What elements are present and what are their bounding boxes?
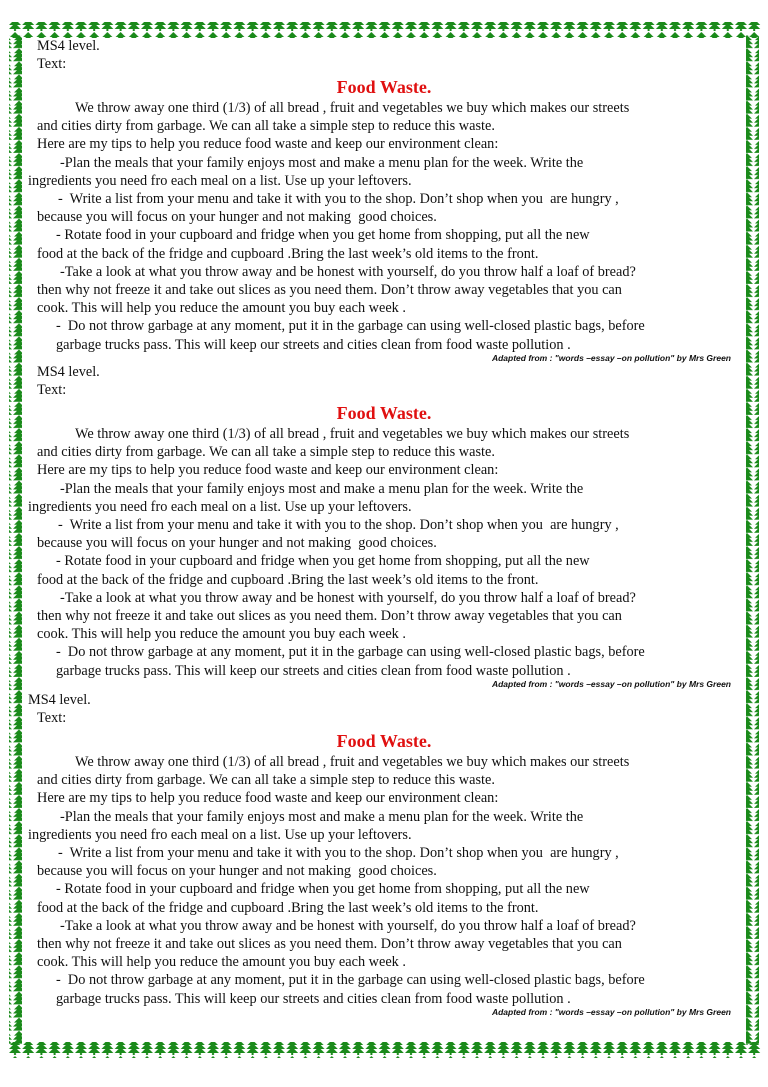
paragraph-line: - Do not throw garbage at any moment, put it in the garbage can using well-closed plastic bags, before	[56, 972, 645, 989]
paragraph-line: - Write a list from your menu and take it with you to the shop. Don’t shop when you are hungry ,	[58, 517, 619, 533]
paragraph-line: cook. This will help you reduce the amount you buy each week .	[37, 954, 406, 971]
paragraph-line: food at the back of the fridge and cupboard .Bring the last week’s old items to the front.	[37, 245, 539, 262]
paragraph-line: and cities dirty from garbage. We can all take a simple step to reduce this waste.	[37, 772, 495, 789]
paragraph-line: garbage trucks pass. This will keep our streets and cities clean from food waste pollution .	[56, 336, 571, 353]
left-border	[9, 35, 22, 1045]
paragraph-line: - Do not throw garbage at any moment, put it in the garbage can using well-closed plastic bags, before	[56, 644, 645, 661]
paragraph-line: garbage trucks pass. This will keep our streets and cities clean from food waste pollution .	[56, 990, 571, 1007]
paragraph-line: We throw away one third (1/3) of all bread , fruit and vegetables we buy which makes our streets	[75, 754, 630, 770]
paragraph-line: -Plan the meals that your family enjoys most and make a menu plan for the week. Write the	[60, 808, 584, 825]
paragraph-line: ingredients you need fro each meal on a list. Use up your leftovers.	[28, 826, 412, 843]
paragraph-line: - Write a list from your menu and take it with you to the shop. Don’t shop when you are hungry ,	[58, 191, 619, 207]
level-label: MS4 level.	[28, 692, 91, 708]
paragraph-line: - Write a list from your menu and take it with you to the shop. Don’t shop when you are hungry ,	[58, 845, 619, 861]
text-label: Text:	[37, 710, 67, 726]
right-border	[746, 35, 759, 1045]
paragraph-line: cook. This will help you reduce the amount you buy each week .	[37, 626, 406, 643]
paragraph-line: We throw away one third (1/3) of all bread , fruit and vegetables we buy which makes our streets	[75, 426, 630, 442]
document-title: Food Waste.	[336, 403, 432, 423]
paragraph-line: ingredients you need fro each meal on a list. Use up your leftovers.	[28, 498, 412, 515]
text-label: Text:	[37, 382, 67, 398]
attribution: Adapted from : "words –essay –on pollution" by Mrs Green	[491, 353, 731, 363]
paragraph-line: then why not freeze it and take out slices as you need them. Don’t throw away vegetables that you can	[37, 936, 622, 952]
paragraph-line: We throw away one third (1/3) of all bread , fruit and vegetables we buy which makes our streets	[75, 100, 630, 116]
paragraph-line: - Rotate food in your cupboard and fridge when you get home from shopping, put all the new	[56, 881, 590, 898]
bottom-border	[9, 1042, 761, 1058]
attribution: Adapted from : "words –essay –on pollution" by Mrs Green	[491, 1007, 731, 1017]
top-border	[9, 22, 761, 38]
level-label: MS4 level.	[37, 364, 100, 380]
paragraph-line: and cities dirty from garbage. We can all take a simple step to reduce this waste.	[37, 118, 495, 135]
paragraph-line: -Plan the meals that your family enjoys most and make a menu plan for the week. Write the	[60, 480, 584, 497]
attribution: Adapted from : "words –essay –on pollution" by Mrs Green	[491, 679, 731, 689]
paragraph-line: - Rotate food in your cupboard and fridge when you get home from shopping, put all the new	[56, 227, 590, 244]
paragraph-line: because you will focus on your hunger and not making good choices.	[37, 863, 437, 880]
text-label: Text:	[37, 56, 67, 72]
paragraph-line: - Rotate food in your cupboard and fridge when you get home from shopping, put all the new	[56, 553, 590, 570]
paragraph-line: Here are my tips to help you reduce food waste and keep our environment clean:	[37, 790, 499, 807]
paragraph-line: then why not freeze it and take out slices as you need them. Don’t throw away vegetables that you can	[37, 608, 622, 624]
paragraph-line: garbage trucks pass. This will keep our streets and cities clean from food waste pollution .	[56, 662, 571, 679]
paragraph-line: -Plan the meals that your family enjoys most and make a menu plan for the week. Write the	[60, 154, 584, 171]
paragraph-line: - Do not throw garbage at any moment, put it in the garbage can using well-closed plastic bags, before	[56, 318, 645, 335]
paragraph-line: Here are my tips to help you reduce food waste and keep our environment clean:	[37, 462, 499, 479]
paragraph-line: ingredients you need fro each meal on a list. Use up your leftovers.	[28, 172, 412, 189]
paragraph-line: food at the back of the fridge and cupboard .Bring the last week’s old items to the front.	[37, 571, 539, 588]
paragraph-line: -Take a look at what you throw away and be honest with yourself, do you throw half a loaf of bread?	[60, 589, 636, 606]
paragraph-line: because you will focus on your hunger and not making good choices.	[37, 535, 437, 552]
level-label: MS4 level.	[37, 38, 100, 54]
paragraph-line: then why not freeze it and take out slices as you need them. Don’t throw away vegetables that you can	[37, 282, 622, 298]
paragraph-line: Here are my tips to help you reduce food waste and keep our environment clean:	[37, 136, 499, 153]
paragraph-line: -Take a look at what you throw away and be honest with yourself, do you throw half a loaf of bread?	[60, 917, 636, 934]
paragraph-line: and cities dirty from garbage. We can all take a simple step to reduce this waste.	[37, 444, 495, 461]
paragraph-line: because you will focus on your hunger and not making good choices.	[37, 209, 437, 226]
document-title: Food Waste.	[336, 731, 432, 751]
document-title: Food Waste.	[336, 77, 432, 97]
paragraph-line: -Take a look at what you throw away and be honest with yourself, do you throw half a loaf of bread?	[60, 263, 636, 280]
paragraph-line: cook. This will help you reduce the amount you buy each week .	[37, 300, 406, 317]
paragraph-line: food at the back of the fridge and cupboard .Bring the last week’s old items to the front.	[37, 899, 539, 916]
